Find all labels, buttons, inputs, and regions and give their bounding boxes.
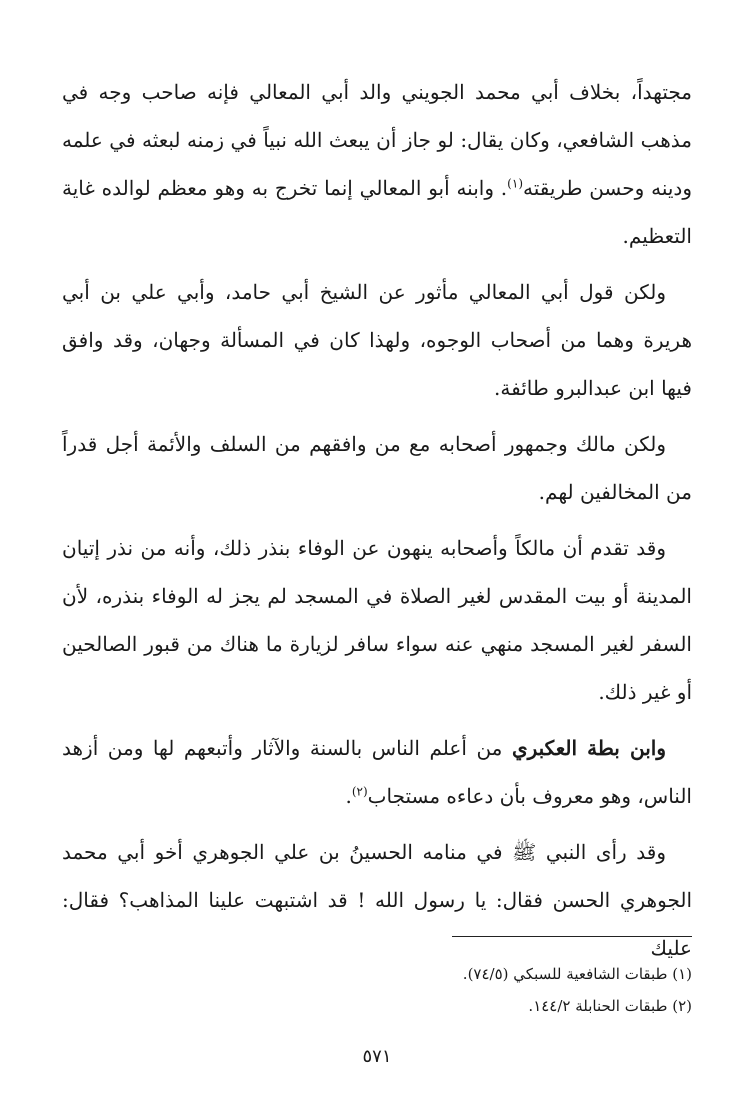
paragraph-4 <box>62 524 692 716</box>
paragraph-5 <box>62 724 692 820</box>
bold-name: وابن بطة العكبري <box>511 736 666 760</box>
footnote-ref-2: (٢) <box>351 784 368 799</box>
paragraph-text-tail: . وابنه أبو المعالي إنما تخرج به وهو معظم لوالده غاية التعظيم. <box>62 176 692 248</box>
paragraph-text: وقد رأى النبي ﷺ في منامه الحسينُ بن علي الجوهري أخو أبي محمد الجوهري الحسن فقال: يا رسول الله ! قد اشتبهت علينا المذاهب؟ فقال: عليك <box>62 840 692 960</box>
paragraph-text: ولكن قول أبي المعالي مأثور عن الشيخ أبي حامد، وأبي علي بن أبي هريرة وهما من أصحاب الوجوه، ولهذا كان في المسألة وجهان، وقد وافق فيها ابن عبدالبرو طائفة. <box>62 280 692 400</box>
footnote-divider <box>452 936 692 937</box>
paragraph-text: وقد تقدم أن مالكاً وأصحابه ينهون عن الوفاء بنذر ذلك، وأنه من نذر إتيان المدينة أو بيت المقدس لغير الصلاة في المسجد لم يجز له الوفاء بنذره، لأن السفر لغير المسجد منهي عنه سواء سافر لزيارة ما هناك من قبور الصالحين أو غير ذلك. <box>62 536 692 704</box>
paragraph-text: ولكن مالك وجمهور أصحابه مع من وافقهم من السلف والأئمة أجل قدراً من المخالفين لهم. <box>62 432 692 504</box>
page-number: ٥٧١ <box>362 1046 392 1067</box>
paragraph-1 <box>62 68 692 260</box>
paragraph-2 <box>62 268 692 412</box>
footnotes <box>62 958 692 1022</box>
paragraph-text: مجتهداً، بخلاف أبي محمد الجويني والد أبي المعالي فإنه صاحب وجه في مذهب الشافعي، وكان يقال: لو جاز أن يبعث الله نبياً في زمنه لبعثه في علمه ودينه وحسن طريقته <box>62 80 692 200</box>
footnote-1: (١) طبقات الشافعية للسبكي (٧٤/٥). <box>462 965 692 983</box>
paragraph-6 <box>62 828 692 972</box>
main-text <box>62 68 692 980</box>
paragraph-text-tail: . <box>345 784 352 808</box>
footnote-2: (٢) طبقات الحنابلة ١٤٤/٢. <box>528 997 692 1015</box>
footnote-ref-1: (١) <box>507 176 523 191</box>
paragraph-3 <box>62 420 692 516</box>
paragraph-text: من أعلم الناس بالسنة والآثار وأتبعهم لها ومن أزهد الناس، وهو معروف بأن دعاءه مستجاب <box>62 736 692 808</box>
